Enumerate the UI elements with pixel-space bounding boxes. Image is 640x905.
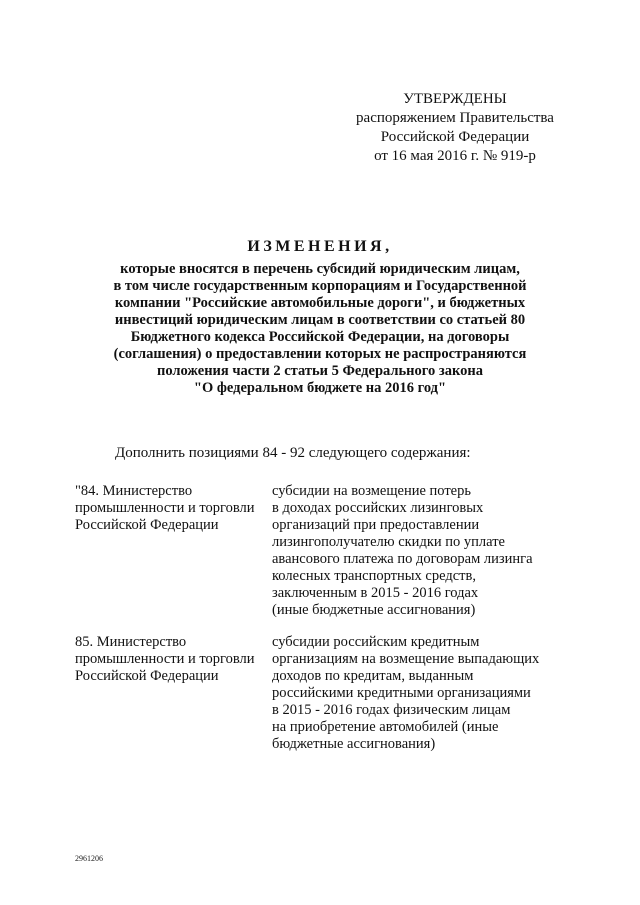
subtitle-line: Бюджетного кодекса Российской Федерации, на договоры — [130, 329, 510, 345]
entry-description — [272, 634, 592, 753]
entry-description-line: авансового платежа по договорам лизинга — [272, 551, 533, 567]
subtitle-line: инвестиций юридическим лицам в соответствии со статьей 80 — [114, 312, 526, 328]
subtitle-line: которые вносятся в перечень субсидий юридическим лицам, — [120, 261, 520, 277]
entry-description-line: доходов по кредитам, выданным — [272, 668, 474, 684]
entry-description-line: лизингополучателю скидки по уплате — [272, 534, 505, 550]
entry-ministry-line: Российской Федерации — [75, 517, 219, 533]
approval-block — [330, 90, 580, 166]
entry-ministry — [75, 483, 270, 534]
entry-description-line: в доходах российских лизинговых — [272, 500, 484, 516]
intro-paragraph: Дополнить позициями 84 - 92 следующего содержания: — [115, 445, 471, 461]
entry-description-line: в 2015 - 2016 годах физическим лицам — [272, 702, 511, 718]
document-title: ИЗМЕНЕНИЯ, — [247, 238, 393, 255]
entry-description — [272, 483, 592, 619]
entry-description-line: колесных транспортных средств, — [272, 568, 476, 584]
subtitle-line: "О федеральном бюджете на 2016 год" — [193, 380, 447, 396]
approval-line: УТВЕРЖДЕНЫ — [403, 91, 507, 107]
entry-description-line: заключенным в 2015 - 2016 годах — [272, 585, 479, 601]
document-code: 2961206 — [75, 854, 103, 863]
entry-description-line: организациям на возмещение выпадающих — [272, 651, 540, 667]
entry-ministry-line: 85. Министерство — [75, 634, 187, 650]
subtitle-line: положения части 2 статьи 5 Федерального закона — [157, 363, 483, 379]
approval-line: распоряжением Правительства — [356, 110, 554, 126]
entry-ministry-line: промышленности и торговли — [75, 651, 255, 667]
document-subtitle — [60, 261, 580, 397]
entry-description-line: организаций при предоставлении — [272, 517, 480, 533]
subtitle-line: (соглашения) о предоставлении которых не распространяются — [113, 346, 527, 362]
entry-ministry-line: Российской Федерации — [75, 668, 219, 684]
entry-description-line: субсидии на возмещение потерь — [272, 483, 471, 499]
entry-description-line: на приобретение автомобилей (иные — [272, 719, 499, 735]
approval-line: от 16 мая 2016 г. № 919-р — [374, 148, 536, 164]
entry-ministry-line: "84. Министерство — [75, 483, 193, 499]
subtitle-line: компании "Российские автомобильные дороги", и бюджетных — [114, 295, 526, 311]
approval-line: Российской Федерации — [380, 129, 530, 145]
entry-ministry-line: промышленности и торговли — [75, 500, 255, 516]
entry-description-line: субсидии российским кредитным — [272, 634, 480, 650]
subtitle-line: в том числе государственным корпорациям и Государственной — [113, 278, 527, 294]
entry-description-line: (иные бюджетные ассигнования) — [272, 602, 476, 618]
entry-ministry — [75, 634, 270, 685]
entry-description-line: российскими кредитными организациями — [272, 685, 531, 701]
entry-description-line: бюджетные ассигнования) — [272, 736, 436, 752]
